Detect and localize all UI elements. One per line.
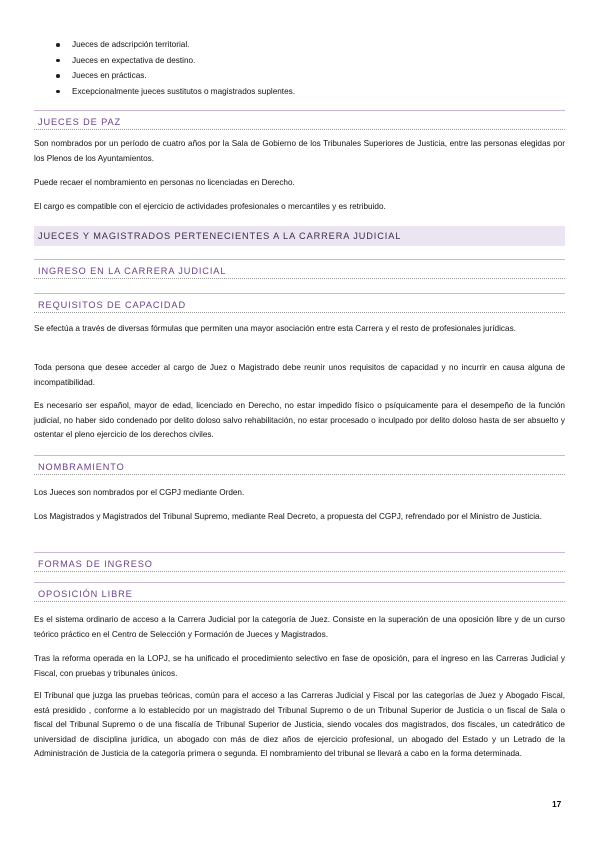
paragraph: El Tribunal que juzga las pruebas teóricas, común para el acceso a las Carreras Judicial y Fiscal por las categorías de Juez y Abogado Fiscal, está presidido , conforme a lo establecido por un magistrado del Tribunal Supremo o de un Tribunal Superior de Justicia o un fiscal de Sala o fiscal del Tribunal Supremo o de una fiscalía de Tribunal Superior de Justicia, siendo vocales dos magistrados, dos fiscales, un catedrático de universidad de disciplina jurídica, un abogado con más de diez años de ejercicio profesional, un abogado del Estado y un Letrado de la Administración de Justicia de la categoría primera o segunda. El nombramiento del tribunal se llevará a cabo en la forma determinada. [34, 691, 565, 758]
paragraph: Es el sistema ordinario de acceso a la Carrera Judicial por la categoría de Juez. Consiste en la superación de una oposición libre y de un curso teórico práctico en el Centro de Selección y Formación de Jueces y Magistrados. [34, 615, 565, 639]
page-number: 17 [552, 799, 562, 809]
section-heading-ingreso: INGRESO EN LA CARRERA JUDICIAL [34, 263, 565, 279]
paragraph: Tras la reforma operada en la LOPJ, se ha unificado el procedimiento selectivo en fase de oposición, para el ingreso en las Carreras Judicial y Fiscal, con pruebas y tribunales únicos. [34, 654, 565, 678]
section-heading-nombramiento: NOMBRAMIENTO [34, 459, 565, 475]
paragraph: Los Jueces son nombrados por el CGPJ mediante Orden. [34, 488, 245, 497]
paragraph: Es necesario ser español, mayor de edad, licenciado en Derecho, no estar impedido físico o psíquicamente para el desempeño de la función judicial, no haber sido condenado por delito doloso salvo rehabilitación, no estar procesado o inculpado por delito doloso hasta de ser absuelto y ostentar el pleno ejercicio de los derechos civiles. [34, 401, 565, 439]
list-item: Excepcionalmente jueces sustitutos o magistrados suplentes. [72, 84, 295, 100]
bullet-list [72, 37, 295, 99]
list-item: Jueces en expectativa de destino. [72, 53, 295, 69]
list-item: Jueces de adscripción territorial. [72, 37, 295, 53]
paragraph: Puede recaer el nombramiento en personas no licenciadas en Derecho. [34, 178, 295, 187]
paragraph: Se efectúa a través de diversas fórmulas que permiten una mayor asociación entre esta Carrera y el resto de profesionales jurídicas. [34, 324, 516, 333]
section-heading-formas-ingreso: FORMAS DE INGRESO [34, 556, 565, 572]
section-heading-oposicion-libre: OPOSICIÓN LIBRE [34, 586, 565, 602]
section-heading-jueces-paz: JUECES DE PAZ [34, 114, 565, 130]
section-heading-carrera-judicial: JUECES Y MAGISTRADOS PERTENECIENTES A LA CARRERA JUDICIAL [34, 226, 565, 246]
paragraph: Son nombrados por un período de cuatro años por la Sala de Gobierno de los Tribunales Superiores de Justicia, entre las personas elegidas por los Plenos de los Ayuntamientos. [34, 139, 565, 163]
paragraph: El cargo es compatible con el ejercicio de actividades profesionales o mercantiles y es retribuido. [34, 202, 386, 211]
paragraph: Toda persona que desee acceder al cargo de Juez o Magistrado debe reunir unos requisitos de capacidad y no incurrir en causa alguna de incompatibilidad. [34, 363, 565, 387]
list-item: Jueces en prácticas. [72, 68, 295, 84]
paragraph: Los Magistrados y Magistrados del Tribunal Supremo, mediante Real Decreto, a propuesta del CGPJ, refrendado por el Ministro de Justicia. [34, 512, 542, 521]
section-heading-requisitos: REQUISITOS DE CAPACIDAD [34, 297, 565, 313]
